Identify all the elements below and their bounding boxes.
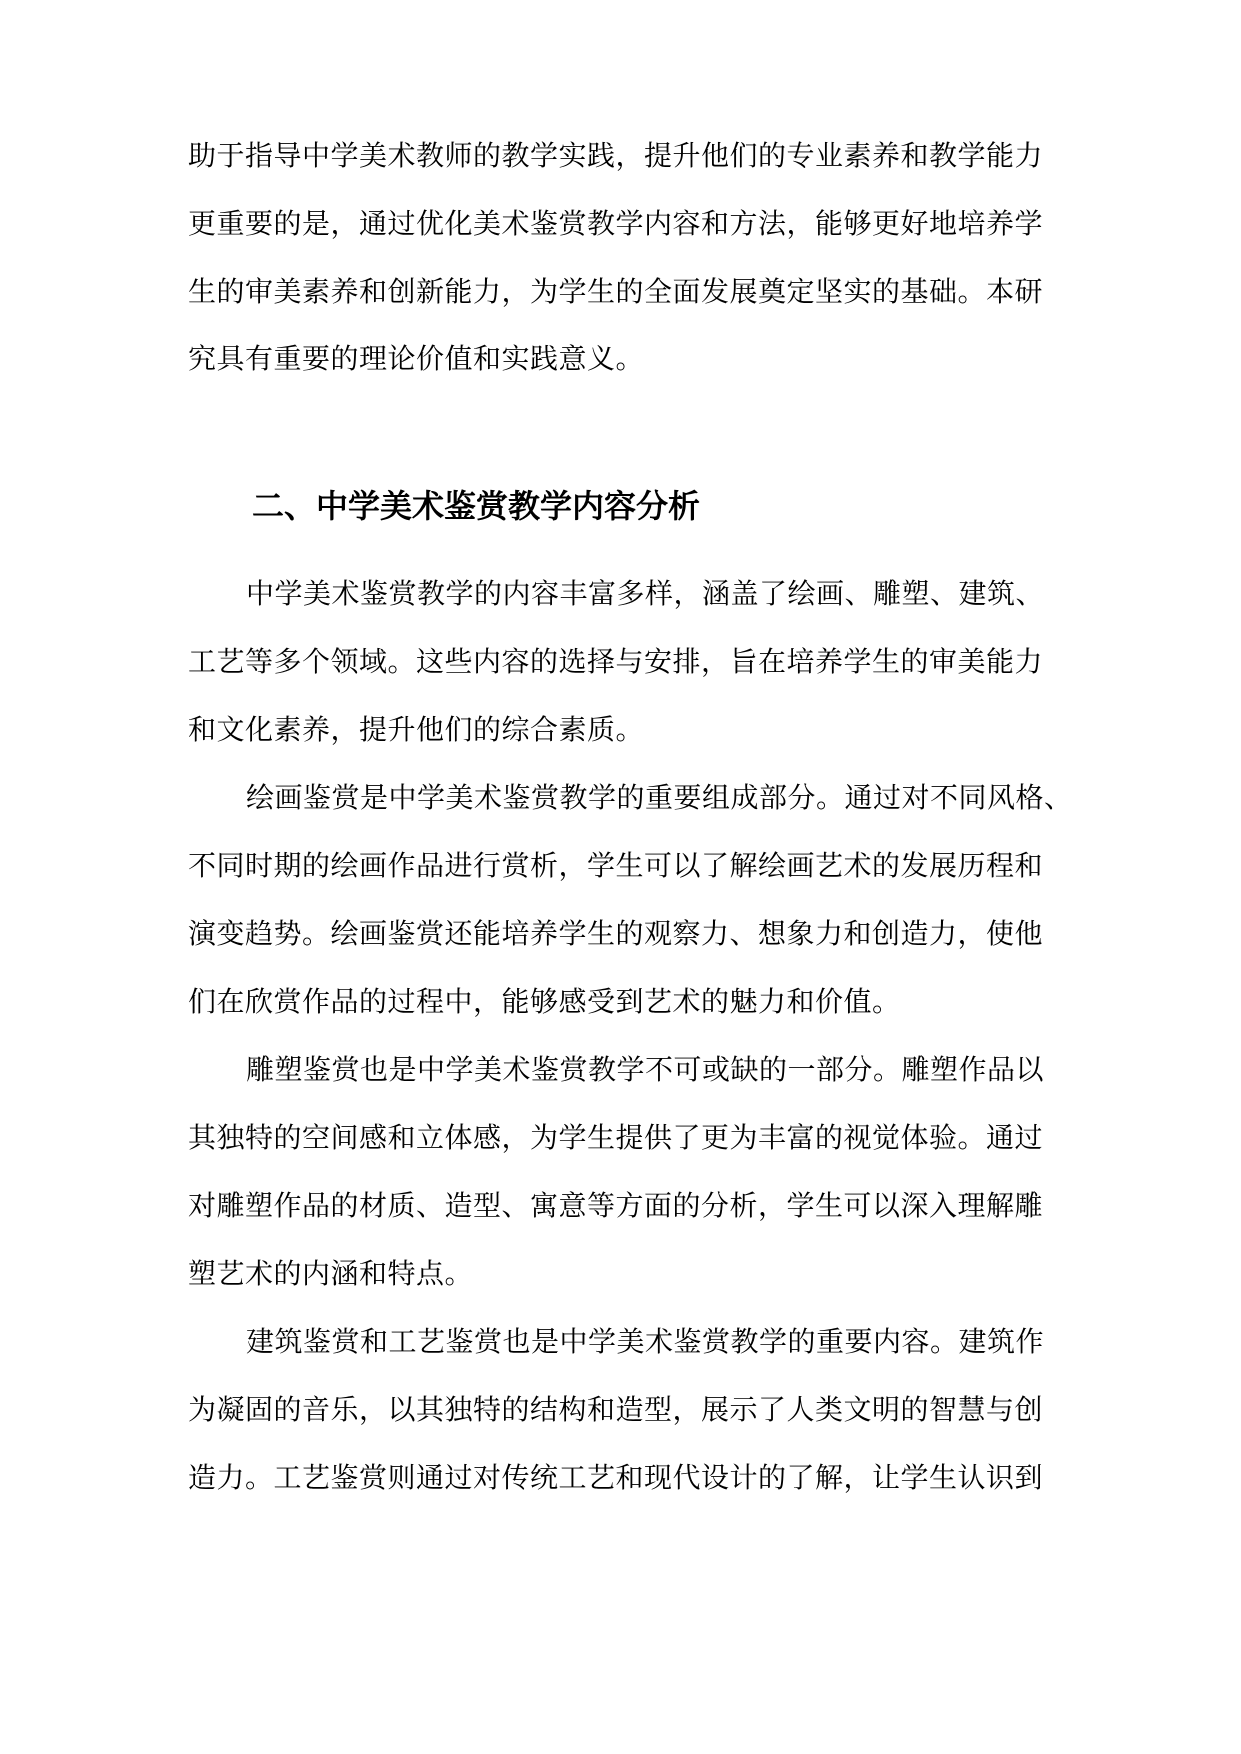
text-line: 不同时期的绘画作品进行赏析，学生可以了解绘画艺术的发展历程和 xyxy=(188,849,1044,882)
text-line: 更重要的是，通过优化美术鉴赏教学内容和方法，能够更好地培养学 xyxy=(188,207,1044,240)
text-line: 造力。工艺鉴赏则通过对传统工艺和现代设计的了解，让学生认识到 xyxy=(188,1461,1044,1494)
text-line: 和文化素养，提升他们的综合素质。 xyxy=(188,713,645,746)
text-line: 绘画鉴赏是中学美术鉴赏教学的重要组成部分。通过对不同风格、 xyxy=(246,781,1073,814)
text-line: 为凝固的音乐，以其独特的结构和造型，展示了人类文明的智慧与创 xyxy=(188,1393,1044,1426)
text-line: 塑艺术的内涵和特点。 xyxy=(188,1257,474,1290)
text-line: 生的审美素养和创新能力，为学生的全面发展奠定坚实的基础。本研 xyxy=(188,275,1044,308)
text-line: 助于指导中学美术教师的教学实践，提升他们的专业素养和教学能力 xyxy=(188,139,1044,172)
text-line: 演变趋势。绘画鉴赏还能培养学生的观察力、想象力和创造力，使他 xyxy=(188,917,1044,950)
text-line: 对雕塑作品的材质、造型、寓意等方面的分析，学生可以深入理解雕 xyxy=(188,1189,1044,1222)
text-line: 建筑鉴赏和工艺鉴赏也是中学美术鉴赏教学的重要内容。建筑作 xyxy=(246,1325,1045,1358)
text-line: 其独特的空间感和立体感，为学生提供了更为丰富的视觉体验。通过 xyxy=(188,1121,1044,1154)
text-line: 雕塑鉴赏也是中学美术鉴赏教学不可或缺的一部分。雕塑作品以 xyxy=(246,1053,1045,1086)
text-line: 究具有重要的理论价值和实践意义。 xyxy=(188,342,645,375)
text-line: 们在欣赏作品的过程中，能够感受到艺术的魅力和价值。 xyxy=(188,985,901,1018)
section-heading: 二、中学美术鉴赏教学内容分析 xyxy=(252,487,701,525)
text-line: 中学美术鉴赏教学的内容丰富多样，涵盖了绘画、雕塑、建筑、 xyxy=(246,577,1045,610)
text-line: 工艺等多个领域。这些内容的选择与安排，旨在培养学生的审美能力 xyxy=(188,645,1044,678)
